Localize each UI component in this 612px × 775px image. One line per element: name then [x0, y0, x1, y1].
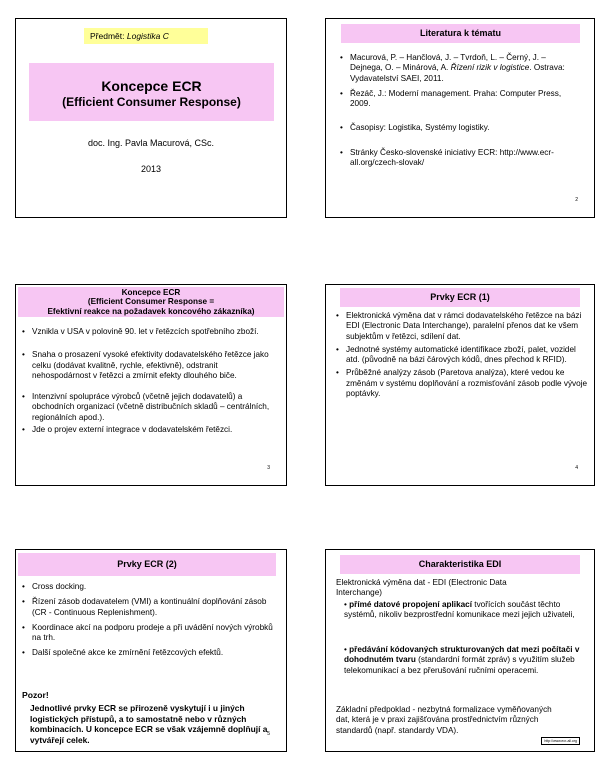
list-item: • Další společné akce ke zmírnění řetězcových efektů.: [22, 648, 274, 658]
list-item: • Intenzivní spolupráce výrobců (včetně jejich dodavatelů) a obchodních organizací (včetně distribučních skladů – centrálních, regionálních apod.).: [22, 392, 274, 423]
list-item: [340, 123, 580, 133]
slide-subtitle: Efektivní reakce na požadavek koncového zákazníka): [47, 306, 255, 316]
bullet-list: [22, 582, 274, 659]
edi-outro: Základní předpoklad - nezbytná formalizace vyměňovaných dat, která je v praxi zajišťována prostřednictvím různých standardů (např. standardy VDA).: [336, 705, 552, 735]
slide-4: [325, 284, 595, 486]
slide-5: [15, 549, 287, 752]
edi-point-2: • předávání kódovaných strukturovaných dat mezi počítači v dohodnutém tvaru (standardní formát zpráv) s využitím služeb telekomunikací a bez přerušování ručními operacemi.: [344, 645, 580, 675]
item-text: Stránky Česko-slovenské iniciativy ECR: http://www.ecr-all.org/czech-slovak/: [350, 147, 554, 168]
title-box: [18, 287, 284, 317]
page-number: 5: [267, 731, 270, 737]
list-item: • Snaha o prosazení vysoké efektivity dodavatelského řetězce jako celku (dodávat kvalitně, rychle, efektivně), odstranit nehospodárnost v řetězci a zmírnit efekty dlouhého biče.: [22, 350, 274, 381]
subject-prefix: Předmět:: [90, 31, 127, 41]
item-title: Řízení rizik v logistice: [450, 63, 530, 73]
edi-intro: Elektronická výměna dat - EDI (Electronic Data Interchange): [336, 578, 507, 598]
subject-box: [84, 28, 208, 44]
page-number: 2: [575, 197, 578, 203]
bullet-list: [336, 311, 588, 399]
list-item: • Vznikla v USA v polovině 90. let v řetězcích spotřebního zboží.: [22, 327, 274, 337]
slide-title: Prvky ECR (1): [340, 288, 580, 307]
edi-point-1-bold: přímé datové propojení aplikací: [349, 600, 473, 609]
slide-title: Prvky ECR (2): [18, 553, 276, 576]
slide-3: [15, 284, 287, 486]
note-text: Jednotlivé prvky ECR se přirozeně vyskytují i u jiných logistických přístupů, a to samostatně nebo v různých kombinacích. U koncepce ECR se však vzájemně doplňují a vytvářejí celek.: [30, 703, 268, 745]
slide-title: Koncepce ECR: [101, 78, 202, 94]
edi-point-1: • přímé datové propojení aplikací tvořících součást těchto systémů, nikoliv bezprostřední komunikace mezi jejich uživateli,: [344, 600, 575, 620]
year: 2013: [140, 164, 162, 174]
edi-point-2-text: (standardní formát zpráv) s využitím služeb telekomunikací a bez přerušování ručními operacemi.: [344, 655, 575, 675]
list-item: • Cross docking.: [22, 582, 274, 592]
edi-point-1-text: tvořících součást těchto systémů, nikoliv bezprostřední komunikace mezi jejich uživateli,: [344, 600, 575, 620]
list-item: • Průběžné analýzy zásob (Paretova analýza), které vedou ke změnám v systému doplňování a rozmisťování zásob podle vývoje poptávky.: [336, 368, 588, 399]
slide-title: Koncepce ECR: [121, 288, 181, 297]
slide-2: [325, 18, 595, 218]
page-number: 3: [267, 465, 270, 471]
page-number: 4: [575, 465, 578, 471]
slide-title: Literatura k tématu: [341, 24, 580, 43]
slide-subtitle: (Efficient Consumer Response): [62, 95, 241, 109]
list-item: [340, 148, 580, 169]
author: doc. Ing. Pavla Macurová, CSc.: [87, 138, 215, 148]
list-item: [340, 53, 580, 84]
list-item: • Koordinace akcí na podporu prodeje a při uvádění nových výrobků na trh.: [22, 623, 274, 644]
item-text: Řezáč, J.: Moderní management. Praha: Computer Press, 2009.: [350, 88, 562, 109]
list-item: • Jednotné systémy automatické identifikace zboží, palet, vozidel atd. (původně na bázi čárových kódů, dnes přechod k RFID).: [336, 345, 588, 366]
list-item: [340, 89, 580, 110]
list-item: • Řízení zásob dodavatelem (VMI) a kontinuální doplňování zásob (CR - Continuous Replenishment).: [22, 597, 274, 618]
literature-list: [340, 53, 580, 168]
bullet-list: [22, 327, 274, 435]
list-item: • Jde o projev externí integrace v dodavatelském řetězci.: [22, 425, 274, 435]
footer-link-box: http://www.ecr-all.org: [541, 737, 580, 745]
slide-1: [15, 18, 287, 218]
item-text: Časopisy: Logistika, Systémy logistiky.: [350, 123, 490, 133]
slide-6: [325, 549, 595, 752]
item-text: . Ostrava: Vydavatelství SAEI, 2011.: [350, 63, 565, 83]
slide-subtitle: (Efficient Consumer Response =: [87, 297, 215, 307]
slide-title: Charakteristika EDI: [340, 555, 580, 574]
edi-point-2-bold: předávání kódovaných strukturovaných dat mezi počítači v dohodnutém tvaru: [344, 645, 580, 665]
list-item: • Elektronická výměna dat v rámci dodavatelského řetězce na bázi EDI (Electronic Data Interchange), paralelní přenos dat ke všem subjektům v řetězci, sdílení dat.: [336, 311, 588, 342]
title-box: [29, 63, 274, 121]
item-text: Macurová, P. – Hančlová, J. – Tvrdoň, L. – Černý, J. – Dejnega, O. – Minárová, A.: [350, 53, 546, 73]
subject-name: Logistika C: [126, 31, 169, 41]
note-label: Pozor!: [22, 690, 49, 700]
